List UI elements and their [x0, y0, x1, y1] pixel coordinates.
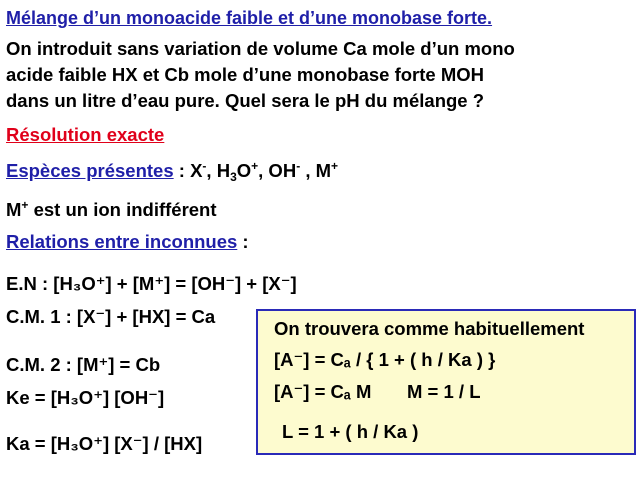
equation-ka: Ka = [H₃O⁺] [X⁻] / [HX]	[6, 433, 203, 454]
box-formula-3: L = 1 + ( h / Ka )	[282, 421, 419, 442]
relations-line	[6, 231, 249, 253]
box-formula-2b: M = 1 / L	[407, 381, 481, 402]
species-sup-3: -	[296, 159, 301, 173]
species-label: Espèces présentes	[6, 160, 174, 181]
intro-line-1: On introduit sans variation de volume Ca mole d’un mono	[6, 38, 515, 59]
species-text-2: , H	[206, 160, 231, 181]
box-formula-1: [A⁻] = Cₐ / { 1 + ( h / Ka ) }	[274, 349, 496, 370]
species-sup-2: +	[251, 159, 259, 173]
page-title: Mélange d’un monoacide faible et d’une monobase forte.	[6, 8, 493, 28]
equation-ke: Ke = [H₃O⁺] [OH⁻]	[6, 387, 165, 408]
indifferent-m: M	[6, 199, 22, 220]
species-text-4: , OH	[258, 160, 297, 181]
species-sup-4: +	[331, 159, 339, 173]
species-sub-3: 3	[230, 170, 237, 184]
species-sup-1: -	[202, 159, 207, 173]
box-formula-2a: [A⁻] = Cₐ M	[274, 381, 372, 402]
species-line	[6, 160, 338, 182]
indifferent-line	[6, 199, 217, 221]
box-heading: On trouvera comme habituellement	[274, 318, 585, 339]
resolution-heading: Résolution exacte	[6, 124, 165, 145]
intro-line-3: dans un litre d’eau pure. Quel sera le pH du mélange ?	[6, 90, 485, 111]
intro-line-2: acide faible HX et Cb mole d’une monobase forte MOH	[6, 64, 484, 85]
result-box	[256, 309, 636, 455]
relations-colon: :	[237, 231, 249, 252]
equation-cm2: C.M. 2 : [M⁺] = Cb	[6, 354, 161, 375]
equation-en: E.N : [H₃O⁺] + [M⁺] = [OH⁻] + [X⁻]	[6, 273, 297, 294]
indifferent-text: est un ion indifférent	[28, 199, 217, 220]
species-text-1: : X	[173, 160, 203, 181]
equation-cm1: C.M. 1 : [X⁻] + [HX] = Ca	[6, 306, 216, 327]
relations-label: Relations entre inconnues	[6, 231, 238, 252]
indifferent-sup: +	[21, 198, 29, 212]
species-text-5: , M	[300, 160, 332, 181]
species-text-3: O	[236, 160, 252, 181]
